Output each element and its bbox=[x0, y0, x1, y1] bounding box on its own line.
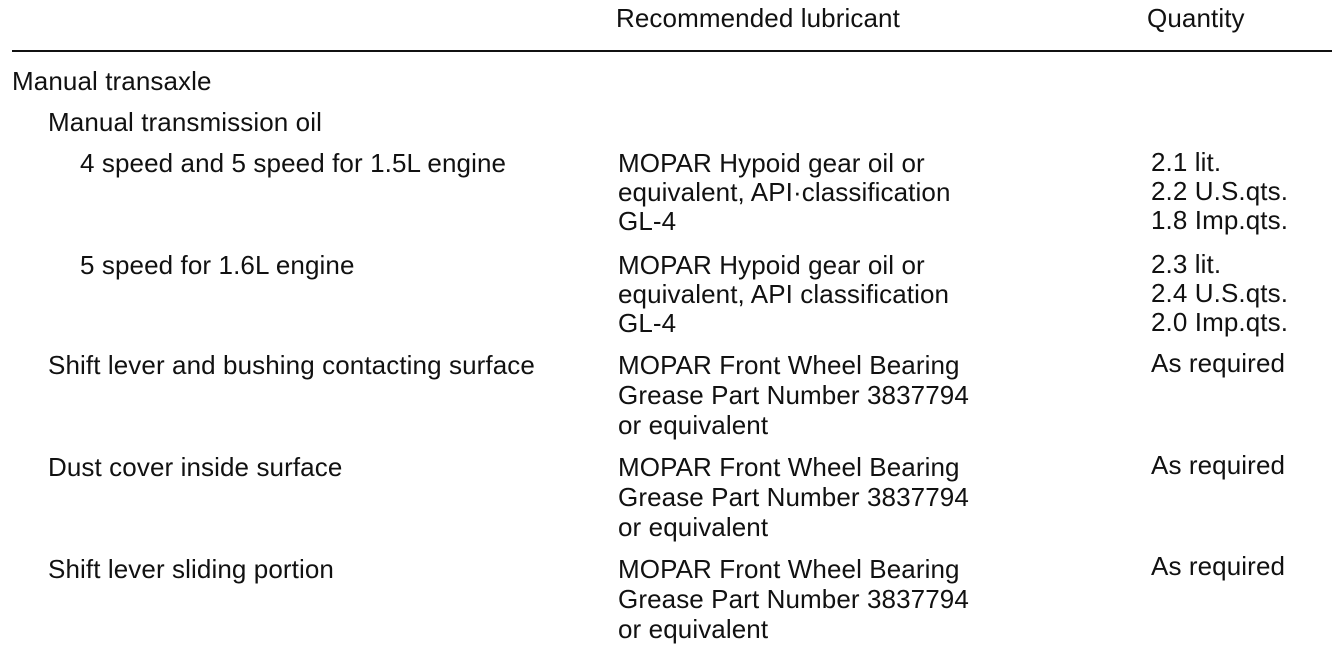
row-lubricant-line: or equivalent bbox=[618, 512, 769, 542]
header-quantity: Quantity bbox=[1147, 3, 1245, 33]
header-lubricant: Recommended lubricant bbox=[616, 3, 900, 33]
row-lubricant-line: MOPAR Front Wheel Bearing bbox=[618, 554, 960, 584]
row-quantity-line: 1.8 Imp.qts. bbox=[1151, 205, 1289, 235]
row-lubricant-line: MOPAR Front Wheel Bearing bbox=[618, 452, 960, 482]
row-quantity-line: As required bbox=[1151, 348, 1286, 378]
row-lubricant-line: or equivalent bbox=[618, 410, 769, 440]
row-lubricant-line: Grease Part Number 3837794 bbox=[618, 380, 969, 410]
row-quantity-line: As required bbox=[1151, 551, 1286, 581]
row-item: 5 speed for 1.6L engine bbox=[80, 250, 355, 280]
row-lubricant-line: Grease Part Number 3837794 bbox=[618, 584, 969, 614]
row-quantity-line: 2.3 lit. bbox=[1151, 249, 1222, 279]
section-title: Manual transaxle bbox=[12, 66, 212, 96]
row-quantity-line: 2.4 U.S.qts. bbox=[1151, 278, 1289, 308]
row-lubricant-line: MOPAR Hypoid gear oil or bbox=[618, 148, 925, 178]
subsection-title: Manual transmission oil bbox=[48, 107, 322, 137]
header-divider bbox=[12, 50, 1332, 52]
row-lubricant-line: or equivalent bbox=[618, 614, 769, 644]
row-quantity-line: 2.1 lit. bbox=[1151, 147, 1222, 177]
row-item: Shift lever sliding portion bbox=[48, 554, 334, 584]
row-item: Dust cover inside surface bbox=[48, 452, 343, 482]
row-item: Shift lever and bushing contacting surface bbox=[48, 350, 535, 380]
row-lubricant-line: Grease Part Number 3837794 bbox=[618, 482, 969, 512]
row-quantity-line: 2.2 U.S.qts. bbox=[1151, 176, 1289, 206]
row-quantity-line: 2.0 Imp.qts. bbox=[1151, 307, 1289, 337]
row-lubricant-line: equivalent, API classification bbox=[618, 279, 950, 309]
row-lubricant-line: GL-4 bbox=[618, 206, 677, 236]
row-lubricant-line: GL-4 bbox=[618, 308, 677, 338]
row-lubricant-line: MOPAR Hypoid gear oil or bbox=[618, 250, 925, 280]
row-lubricant-line: equivalent, API·classification bbox=[618, 177, 951, 207]
row-item: 4 speed and 5 speed for 1.5L engine bbox=[80, 148, 507, 178]
row-lubricant-line: MOPAR Front Wheel Bearing bbox=[618, 350, 960, 380]
row-quantity-line: As required bbox=[1151, 450, 1286, 480]
